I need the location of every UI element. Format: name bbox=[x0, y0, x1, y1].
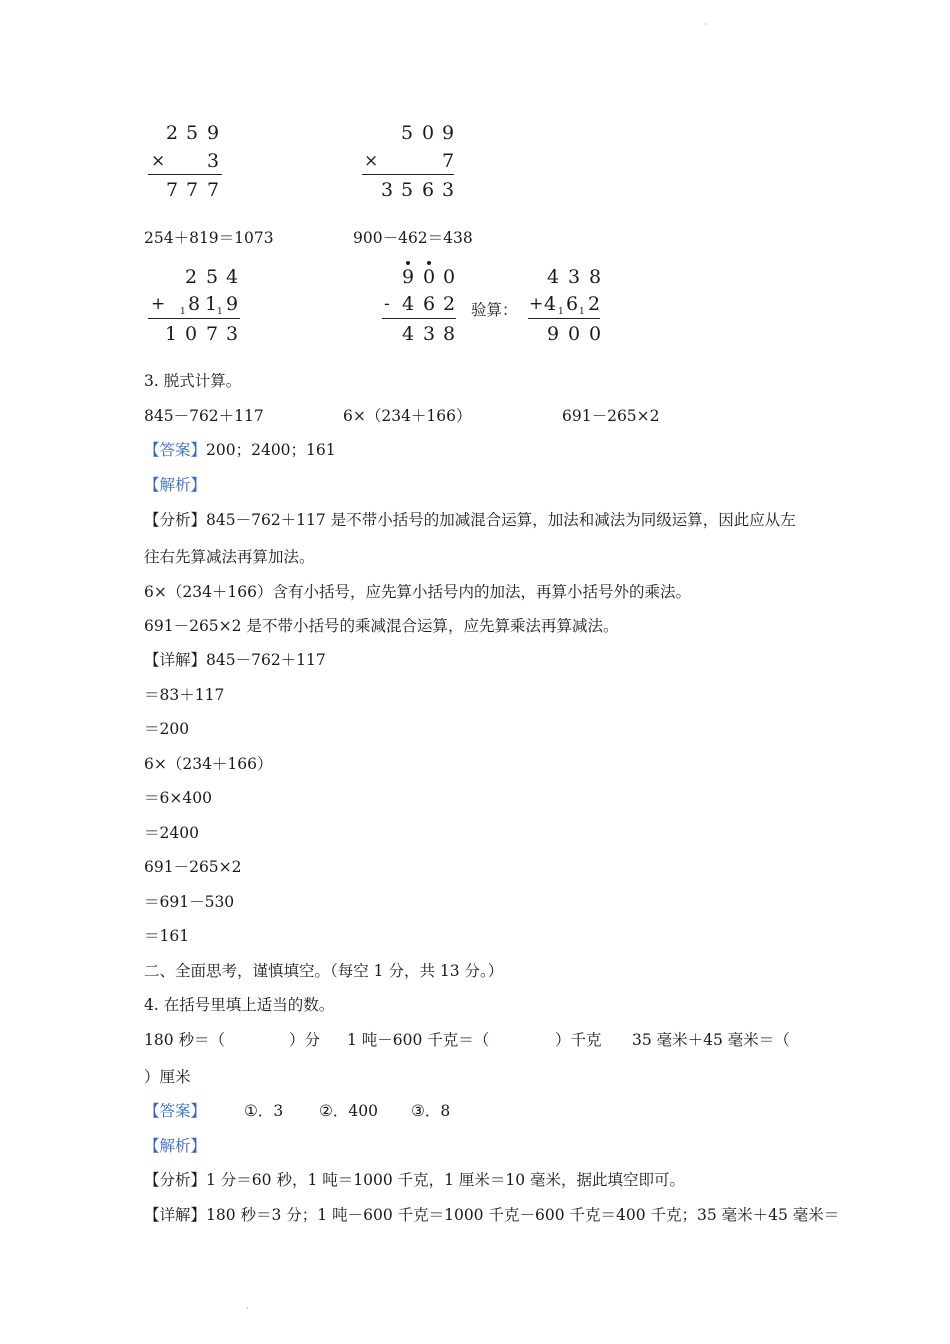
section-2-heading: 二、全面思考，谨慎填空。（每空 1 分，共 13 分。） bbox=[144, 962, 504, 980]
digit: 0 bbox=[422, 266, 436, 288]
digit: 4 bbox=[543, 293, 557, 315]
verify-label: 验算： bbox=[471, 301, 518, 319]
page-mark: · bbox=[704, 20, 707, 29]
difference-line bbox=[382, 318, 456, 319]
step-line: ＝691－530 bbox=[144, 893, 235, 911]
vertical-addition-verify bbox=[528, 266, 648, 346]
analysis-label: 【解析】 bbox=[144, 476, 207, 494]
carry-digit: 1 bbox=[217, 307, 223, 317]
answer-item: ②．400 bbox=[319, 1102, 378, 1120]
detail-line bbox=[144, 650, 326, 670]
sum-line bbox=[362, 174, 454, 175]
vertical-addition-1 bbox=[148, 266, 268, 346]
step-line: 691－265×2 bbox=[144, 858, 242, 876]
digit: 6 bbox=[565, 293, 579, 315]
digit: 0 bbox=[421, 122, 435, 144]
step-line: ＝6×400 bbox=[144, 789, 212, 807]
digit: 3 bbox=[206, 150, 220, 172]
digit: 5 bbox=[400, 179, 414, 201]
fill-blank-2-end: ）千克 bbox=[555, 1031, 602, 1049]
digit: 9 bbox=[225, 293, 239, 315]
digit: 2 bbox=[165, 122, 179, 144]
digit: 4 bbox=[401, 293, 415, 315]
digit: 0 bbox=[588, 323, 602, 345]
digit: 0 bbox=[442, 266, 456, 288]
digit: 4 bbox=[546, 266, 560, 288]
vertical-multiplication-1 bbox=[148, 122, 268, 202]
digit: 4 bbox=[401, 323, 415, 345]
step-line: 6×（234＋166） bbox=[144, 755, 273, 773]
fill-blank-3-end: ）厘米 bbox=[144, 1068, 191, 1086]
digit: 2 bbox=[587, 293, 601, 315]
borrow-dot bbox=[406, 261, 410, 265]
expression-2: 6×（234＋166） bbox=[343, 407, 472, 425]
answer-label-q4: 【答案】 bbox=[144, 1102, 207, 1120]
answer-line bbox=[144, 440, 336, 460]
equation-2: 900－462＝438 bbox=[353, 229, 473, 247]
answer-item: ③．8 bbox=[411, 1102, 451, 1120]
question-4-title: 4. 在括号里填上适当的数。 bbox=[144, 996, 335, 1014]
digit: 7 bbox=[441, 150, 455, 172]
operator: + bbox=[529, 294, 544, 314]
equation-1: 254＋819＝1073 bbox=[144, 229, 274, 247]
digit: 9 bbox=[206, 122, 220, 144]
step-line: ＝200 bbox=[144, 720, 190, 738]
carry-digit: 1 bbox=[180, 307, 186, 317]
expression-1: 845－762＋117 bbox=[144, 407, 264, 425]
analysis-paragraph-line-2: 往右先算减法再算加法。 bbox=[144, 548, 315, 566]
digit: 3 bbox=[567, 266, 581, 288]
digit: 4 bbox=[225, 266, 239, 288]
step-line: ＝161 bbox=[144, 927, 190, 945]
digit: 3 bbox=[422, 323, 436, 345]
digit: 8 bbox=[442, 323, 456, 345]
digit: 7 bbox=[165, 179, 179, 201]
digit: 7 bbox=[206, 179, 220, 201]
operator: × bbox=[364, 151, 379, 171]
digit: 7 bbox=[205, 323, 219, 345]
analysis-line-4: 691－265×2 是不带小括号的乘减混合运算，应先算乘法再算减法。 bbox=[144, 617, 619, 635]
fill-blank-1-start: 180 秒＝（ bbox=[144, 1031, 226, 1049]
fenxi-label: 【分析】 bbox=[144, 511, 207, 529]
operator: + bbox=[151, 294, 166, 314]
analysis-text-q4: 【分析】1 分＝60 秒，1 吨＝1000 千克，1 厘米＝10 毫米，据此填空即可。 bbox=[144, 1171, 686, 1189]
analysis-line-3: 6×（234＋166）含有小括号，应先算小括号内的加法，再算小括号外的乘法。 bbox=[144, 583, 692, 601]
digit: 9 bbox=[546, 323, 560, 345]
digit: 0 bbox=[567, 323, 581, 345]
digit: 5 bbox=[185, 122, 199, 144]
digit: 7 bbox=[185, 179, 199, 201]
expression-3: 691－265×2 bbox=[562, 407, 660, 425]
digit: 1 bbox=[164, 323, 178, 345]
answer-value: 200；2400；161 bbox=[206, 441, 336, 459]
digit: 2 bbox=[442, 293, 456, 315]
operator: - bbox=[384, 294, 390, 314]
analysis-paragraph-line-1 bbox=[144, 510, 796, 530]
analysis-label-q4: 【解析】 bbox=[144, 1137, 207, 1155]
detail-text-q4: 【详解】180 秒＝3 分；1 吨－600 千克＝1000 千克－600 千克＝400 千克；35 毫米＋45 毫米＝ bbox=[144, 1206, 840, 1224]
fill-blank-3-start: 35 毫米＋45 毫米＝（ bbox=[632, 1031, 790, 1049]
digit: 8 bbox=[588, 266, 602, 288]
page-mark: · bbox=[246, 1304, 249, 1313]
digit: 0 bbox=[184, 323, 198, 345]
digit: 3 bbox=[225, 323, 239, 345]
step-line: ＝2400 bbox=[144, 824, 199, 842]
digit: 1 bbox=[204, 293, 218, 315]
digit: 5 bbox=[400, 122, 414, 144]
carry-digit: 1 bbox=[558, 307, 564, 317]
digit: 2 bbox=[184, 266, 198, 288]
digit: 6 bbox=[422, 293, 436, 315]
digit: 9 bbox=[401, 266, 415, 288]
step-line: ＝83＋117 bbox=[144, 686, 225, 704]
sum-line bbox=[528, 318, 600, 319]
sum-line bbox=[148, 174, 222, 175]
digit: 3 bbox=[380, 179, 394, 201]
operator: × bbox=[151, 151, 166, 171]
detail-label: 【详解】 bbox=[144, 651, 207, 669]
fill-blank-1-end: ）分 bbox=[289, 1031, 321, 1049]
question-3-title: 3. 脱式计算。 bbox=[144, 372, 242, 390]
carry-digit: 1 bbox=[579, 307, 585, 317]
digit: 9 bbox=[441, 122, 455, 144]
sum-line bbox=[148, 318, 240, 319]
answer-item: ①．3 bbox=[244, 1102, 284, 1120]
digit: 3 bbox=[441, 179, 455, 201]
digit: 5 bbox=[205, 266, 219, 288]
digit: 8 bbox=[187, 293, 201, 315]
fill-blank-2-start: 1 吨－600 千克＝（ bbox=[347, 1031, 490, 1049]
borrow-dot bbox=[427, 261, 431, 265]
vertical-multiplication-2 bbox=[362, 122, 482, 202]
answer-label: 【答案】 bbox=[144, 441, 207, 459]
fenxi-text: 845－762＋117 是不带小括号的加减混合运算，加法和减法为同级运算，因此应从左 bbox=[206, 511, 796, 529]
detail-expression: 845－762＋117 bbox=[206, 651, 326, 669]
digit: 6 bbox=[421, 179, 435, 201]
